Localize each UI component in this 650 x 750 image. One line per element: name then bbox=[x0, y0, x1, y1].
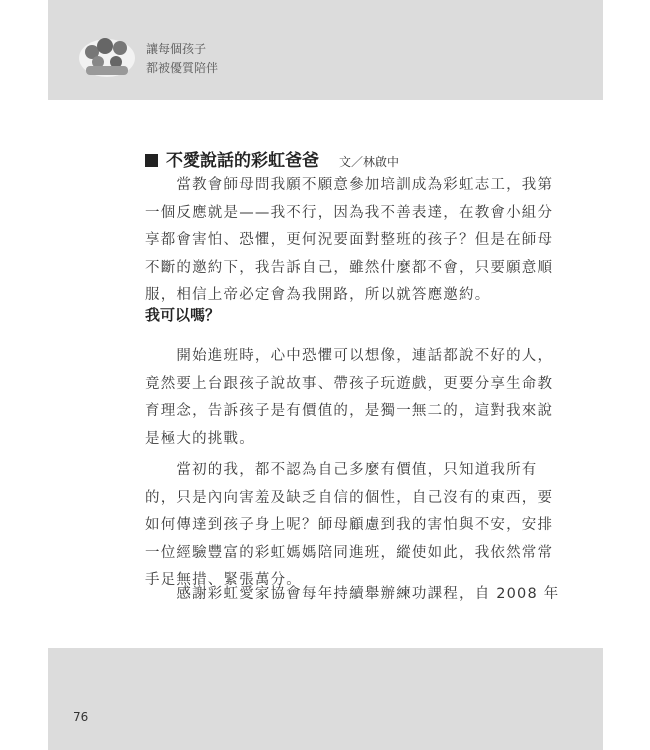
text-line: 如何傳達到孩子身上呢？師母顧慮到我的害怕與不安，安排 bbox=[145, 517, 554, 533]
paragraph-1 bbox=[145, 172, 554, 310]
text-line: 開始進班時，心中恐懼可以想像，連話都說不好的人， bbox=[145, 348, 554, 364]
text-line: 的，只是內向害羞及缺乏自信的個性，自己沒有的東西，要 bbox=[145, 489, 554, 506]
section-heading: 我可以嗎？ bbox=[145, 306, 221, 324]
text-line: 育理念，告訴孩子是有價值的，是獨一無二的，這對我來說 bbox=[145, 403, 554, 419]
text-line: 當教會師母問我願不願意參加培訓成為彩虹志工，我第 bbox=[145, 177, 554, 193]
paragraph-4 bbox=[145, 581, 560, 609]
children-group-logo-icon bbox=[78, 32, 136, 78]
text-line: 服，相信上帝必定會為我開路，所以就答應邀約。 bbox=[145, 287, 491, 303]
text-line: 享都會害怕、恐懼，更何況要面對整班的孩子？但是在師母 bbox=[145, 232, 554, 248]
square-bullet-icon bbox=[145, 154, 158, 167]
text-line: 感謝彩虹愛家協會每年持續舉辦練功課程，自 2008 年 bbox=[145, 586, 560, 602]
text-line: 一個反應就是——我不行，因為我不善表達，在教會小組分 bbox=[145, 204, 554, 221]
text-line: 不斷的邀約下，我告訴自己，雖然什麼都不會，只要願意順 bbox=[145, 259, 554, 276]
slogan-line-1: 讓每個孩子 bbox=[146, 42, 207, 56]
footer-band bbox=[48, 648, 603, 750]
header-slogan bbox=[146, 40, 218, 78]
paragraph-2 bbox=[145, 343, 554, 453]
title-text: 不愛說話的彩虹爸爸 bbox=[166, 151, 319, 171]
text-line: 一位經驗豐富的彩虹媽媽陪同進班，縱使如此，我依然常常 bbox=[145, 544, 554, 561]
text-line: 手足無措、緊張萬分。 bbox=[145, 572, 302, 588]
text-line: 竟然要上台跟孩子說故事、帶孩子玩遊戲，更要分享生命教 bbox=[145, 375, 554, 392]
slogan-line-2: 都被優質陪伴 bbox=[146, 61, 219, 75]
page-number: 76 bbox=[73, 710, 89, 724]
article-title bbox=[145, 146, 399, 171]
text-line: 是極大的挑戰。 bbox=[145, 430, 255, 447]
text-line: 當初的我，都不認為自己多麼有價值，只知道我所有 bbox=[145, 462, 538, 478]
author-byline: 文／林啟中 bbox=[339, 155, 400, 169]
